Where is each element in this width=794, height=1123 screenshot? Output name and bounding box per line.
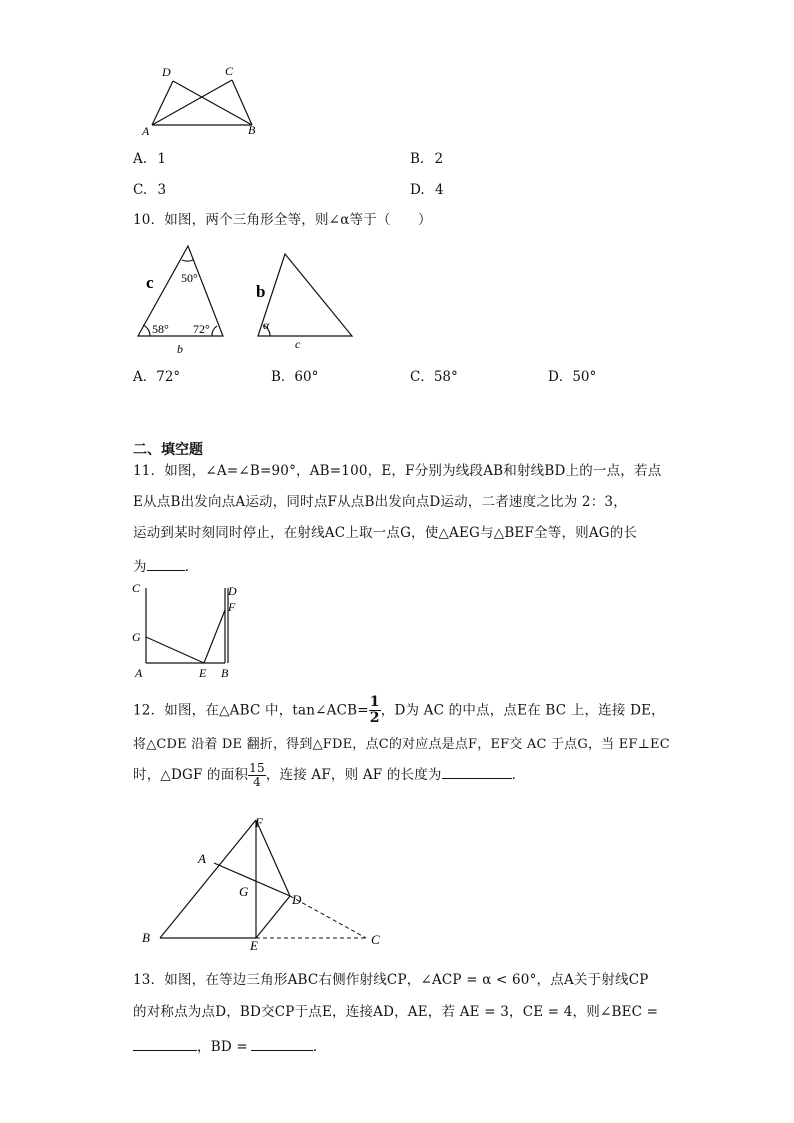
- q9-option-d-key: D.: [410, 182, 425, 198]
- q9-option-a[interactable]: [133, 153, 166, 167]
- q10-option-b[interactable]: [271, 371, 318, 385]
- q12-line-2: 将△CDE 沿着 DE 翻折，得到△FDE，点C的对应点是点F，EF交 AC 于点G，当 EF⊥EC: [133, 737, 670, 752]
- q10-label-b-small: b: [177, 342, 183, 356]
- q12-line-3-post: ，连接 AF，则 AF 的长度为: [265, 767, 442, 784]
- q12-frac2-denominator: 4: [253, 775, 261, 790]
- q10-option-d[interactable]: [548, 371, 596, 385]
- q12-line-3-pre: 时，△DGF 的面积: [133, 767, 249, 784]
- q12-line-3: [133, 762, 525, 789]
- q12-line-1: [133, 695, 665, 727]
- section-title: 二、填空题: [133, 442, 203, 458]
- q9-option-a-value: 1: [157, 151, 166, 167]
- q12-line-3-end: ．: [511, 767, 526, 784]
- q9-option-b-value: 2: [434, 151, 444, 167]
- q11-label-b: B: [221, 666, 229, 680]
- q11-label-a: A: [135, 666, 143, 680]
- q9-figure: [130, 60, 270, 140]
- q9-label-c: C: [225, 64, 234, 78]
- q9-option-d[interactable]: [410, 184, 444, 198]
- q13-line-1: 13．如图，在等边三角形ABC右侧作射线CP，∠ACP = α < 60°，点A关于射线CP: [133, 972, 649, 988]
- q9-option-a-key: A.: [133, 151, 148, 167]
- q10-angle-right: 72°: [193, 322, 210, 336]
- q12-label-d: D: [292, 892, 302, 907]
- q12-frac1-denominator: 2: [369, 710, 380, 727]
- q9-option-d-value: 4: [434, 182, 444, 198]
- q9-option-c-value: 3: [157, 182, 167, 198]
- q12-label-f: F: [255, 815, 263, 830]
- q10-option-c-value: 58°: [433, 369, 458, 385]
- q9-label-d: D: [162, 65, 171, 79]
- q9-label-b: B: [248, 123, 256, 137]
- q12-fraction-1-2: [369, 695, 381, 727]
- q11-label-g: G: [132, 630, 141, 644]
- q11-answer-blank[interactable]: [147, 558, 185, 571]
- q10-option-a-key: A．: [133, 369, 157, 385]
- q10-figure: [130, 240, 370, 360]
- q12-label-b: B: [142, 930, 150, 945]
- q11-line-4-text: 为: [133, 559, 147, 575]
- q10-angle-alpha: α: [263, 318, 270, 332]
- q10-option-c[interactable]: [410, 371, 458, 385]
- q10-angle-left: 58°: [152, 322, 169, 336]
- q12-fraction-15-4: [248, 762, 266, 789]
- q11-label-d: D: [228, 584, 237, 598]
- q13-answer-blank-angle[interactable]: [133, 1038, 197, 1051]
- q12-line-1-pre: 12．如图，在△ABC 中，tan∠ACB=: [133, 702, 369, 719]
- q13-line-3-end: ．: [312, 1039, 327, 1055]
- q12-label-c: C: [371, 932, 380, 947]
- q9-option-b[interactable]: [410, 153, 443, 167]
- q13-line-2: 的对称点为点D，BD交CP于点E，连接AD，AE，若 AE = 3，CE = 4，则∠BEC =: [133, 1004, 659, 1020]
- q12-frac2-numerator: 15: [249, 761, 265, 775]
- q11-line-1: 11．如图，∠A=∠B=90°，AB=100，E，F分别为线段AB和射线BD上的一点，若点: [133, 463, 662, 479]
- q9-option-b-key: B.: [410, 151, 425, 167]
- q12-label-g: G: [239, 884, 249, 899]
- q12-line-1-post: ，D为 AC 的中点，点E在 BC 上，连接 DE，: [380, 702, 665, 719]
- q12-answer-blank[interactable]: [442, 766, 512, 779]
- q12-frac1-numerator: 1: [369, 694, 380, 710]
- q11-line-4-end: ．: [184, 559, 199, 575]
- q11-line-4: [133, 558, 198, 575]
- q11-label-f: F: [228, 600, 236, 614]
- q10-label-b-big: b: [256, 282, 266, 301]
- q10-option-d-value: 50°: [572, 369, 597, 385]
- q11-figure: [128, 578, 248, 680]
- q11-label-e: E: [199, 666, 207, 680]
- q12-label-a: A: [198, 851, 206, 866]
- q10-option-c-key: C．: [410, 369, 434, 385]
- q9-label-a: A: [142, 124, 150, 138]
- q12-figure: [138, 810, 398, 950]
- q10-option-a[interactable]: [133, 371, 180, 385]
- q13-line-3: [133, 1038, 327, 1055]
- q12-label-e: E: [250, 938, 258, 950]
- q11-label-c: C: [132, 581, 141, 595]
- q11-line-2: E从点B出发向点A运动，同时点F从点B出发向点D运动，二者速度之比为 2：3，: [133, 494, 627, 510]
- q13-answer-blank-bd[interactable]: [251, 1038, 313, 1051]
- q10-option-b-value: 60°: [294, 369, 319, 385]
- q9-option-c-key: C.: [133, 182, 148, 198]
- q10-option-d-key: D．: [548, 369, 573, 385]
- q10-option-a-value: 72°: [156, 369, 181, 385]
- q11-line-3: 运动到某时刻同时停止，在射线AC上取一点G，使△AEG与△BEF全等，则AG的长: [133, 525, 638, 541]
- q10-stem: 10．如图，两个三角形全等，则∠α等于（ ）: [133, 212, 432, 228]
- q10-label-c-big: c: [146, 273, 154, 292]
- q13-line-3-mid: ，BD =: [197, 1039, 248, 1055]
- q10-option-b-key: B．: [271, 369, 295, 385]
- q10-angle-top: 50°: [181, 271, 198, 285]
- q9-option-c[interactable]: [133, 184, 166, 198]
- q10-label-c-small: c: [295, 337, 301, 351]
